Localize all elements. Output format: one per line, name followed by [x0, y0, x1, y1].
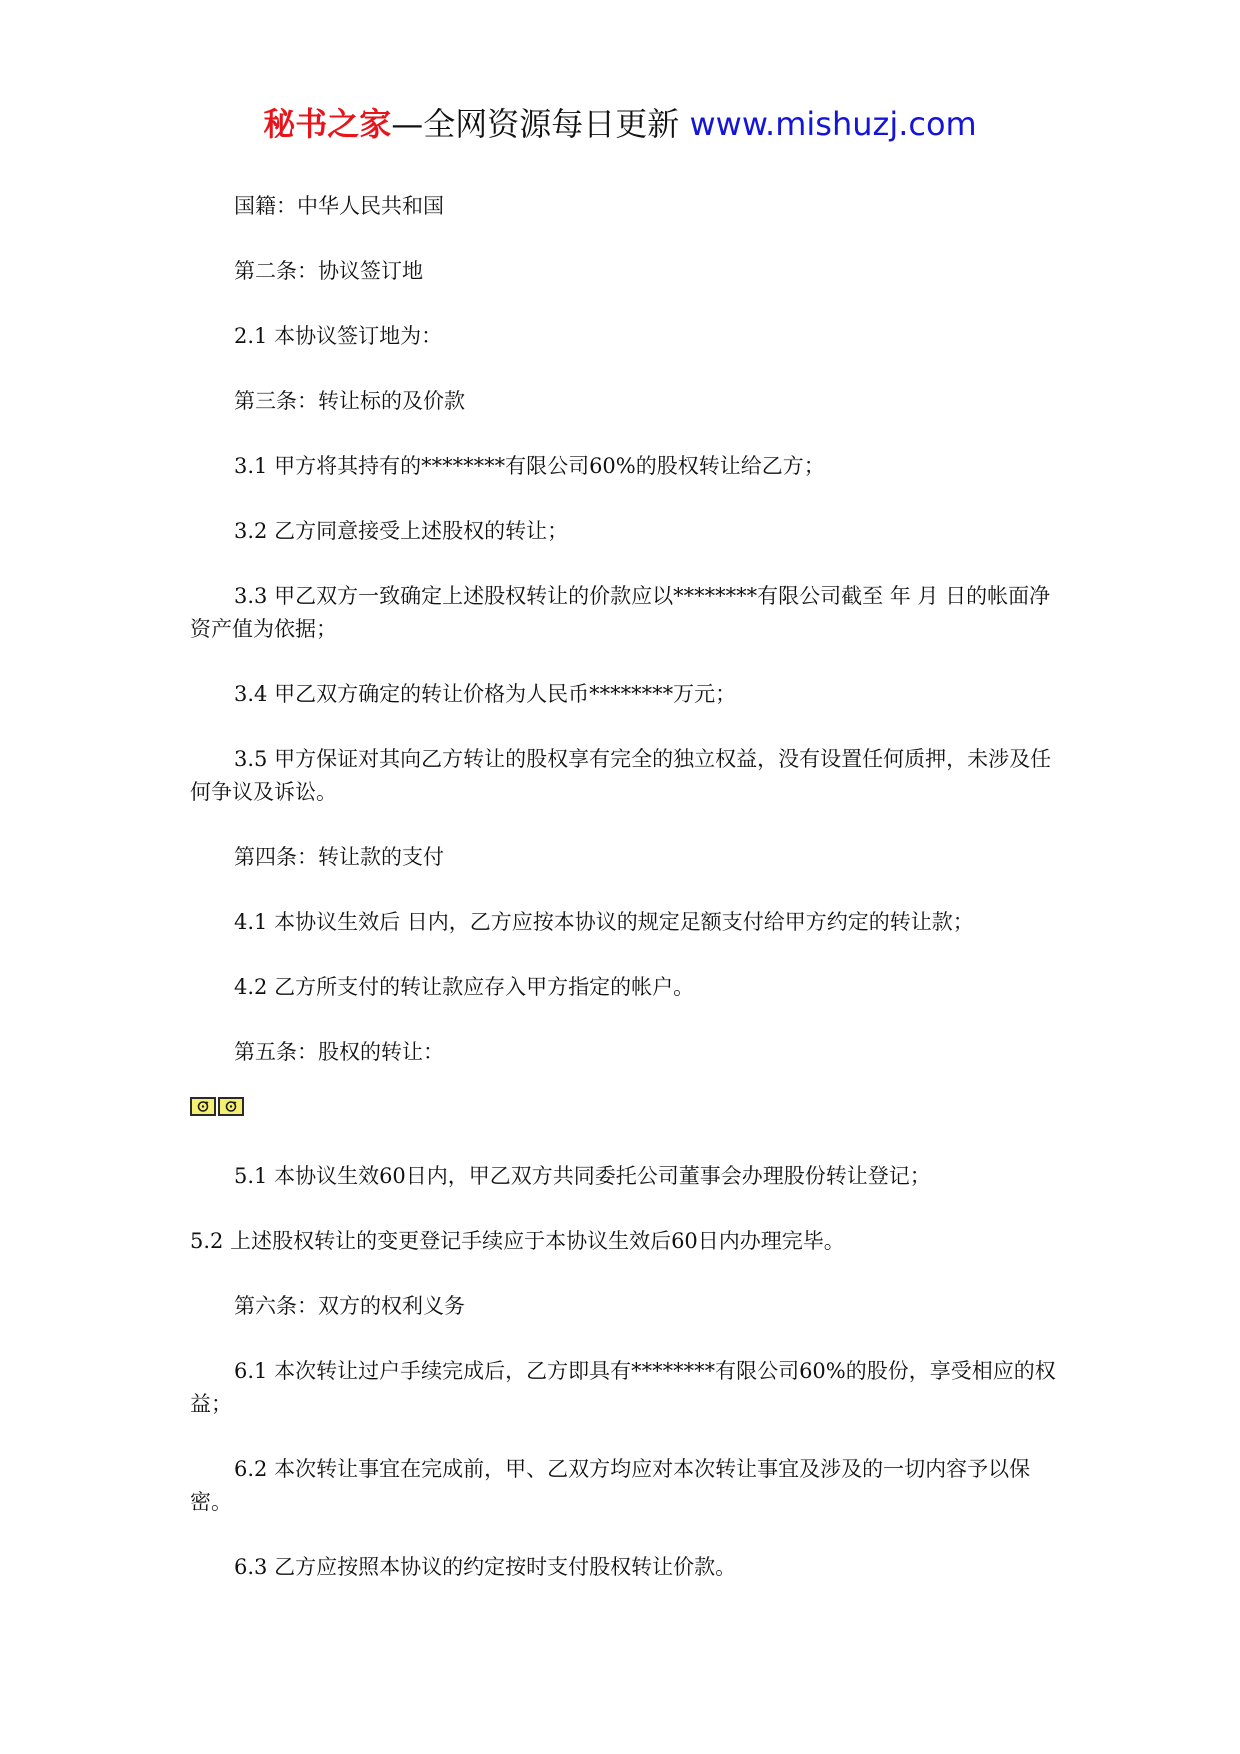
heading-article-5: 第五条：股权的转让： [234, 1040, 444, 1064]
refresh-icon [218, 1097, 244, 1116]
refresh-icon-glyph [195, 1100, 211, 1113]
paragraph-6-3: 6.3 乙方应按照本协议的约定按时支付股权转让价款。 [234, 1555, 737, 1579]
paragraph-3-4: 3.4 甲乙双方确定的转让价格为人民币********万元； [234, 682, 737, 706]
heading-article-3: 第三条：转让标的及价款 [234, 389, 465, 413]
paragraph-3-5: 3.5 甲方保证对其向乙方转让的股权享有完全的独立权益，没有设置任何质押，未涉及任何争议及诉讼。 [190, 747, 1052, 804]
site-brand: 秘书之家 [263, 105, 392, 143]
embedded-icons [190, 1097, 244, 1116]
paragraph-nationality: 国籍：中华人民共和国 [234, 194, 444, 218]
paragraph-5-2: 5.2 上述股权转让的变更登记手续应于本协议生效后60日内办理完毕。 [190, 1229, 845, 1253]
paragraph-4-2: 4.2 乙方所支付的转让款应存入甲方指定的帐户。 [234, 975, 695, 999]
paragraph-2-1: 2.1 本协议签订地为： [234, 324, 443, 348]
refresh-icon [190, 1097, 216, 1116]
site-header [0, 102, 1240, 146]
paragraph-4-1: 4.1 本协议生效后 日内，乙方应按本协议的规定足额支付给甲方约定的转让款； [234, 910, 974, 934]
site-url-link[interactable]: www.mishuzj.com [689, 105, 977, 143]
site-slogan: —全网资源每日更新 [391, 105, 680, 143]
refresh-icon-glyph [223, 1100, 239, 1113]
heading-article-2: 第二条：协议签订地 [234, 259, 423, 283]
heading-article-4: 第四条：转让款的支付 [234, 845, 444, 869]
heading-article-6: 第六条：双方的权利义务 [234, 1294, 465, 1318]
paragraph-3-2: 3.2 乙方同意接受上述股权的转让； [234, 519, 569, 543]
paragraph-3-3: 3.3 甲乙双方一致确定上述股权转让的价款应以********有限公司截至 年 月 日的帐面净资产值为依据； [190, 584, 1051, 641]
paragraph-5-1: 5.1 本协议生效60日内，甲乙双方共同委托公司董事会办理股份转让登记； [234, 1164, 931, 1188]
paragraph-3-1: 3.1 甲方将其持有的********有限公司60%的股权转让给乙方； [234, 454, 825, 478]
paragraph-6-1: 6.1 本次转让过户手续完成后，乙方即具有********有限公司60%的股份，享受相应的权益； [190, 1359, 1056, 1416]
paragraph-6-2: 6.2 本次转让事宜在完成前，甲、乙双方均应对本次转让事宜及涉及的一切内容予以保密。 [190, 1457, 1031, 1514]
